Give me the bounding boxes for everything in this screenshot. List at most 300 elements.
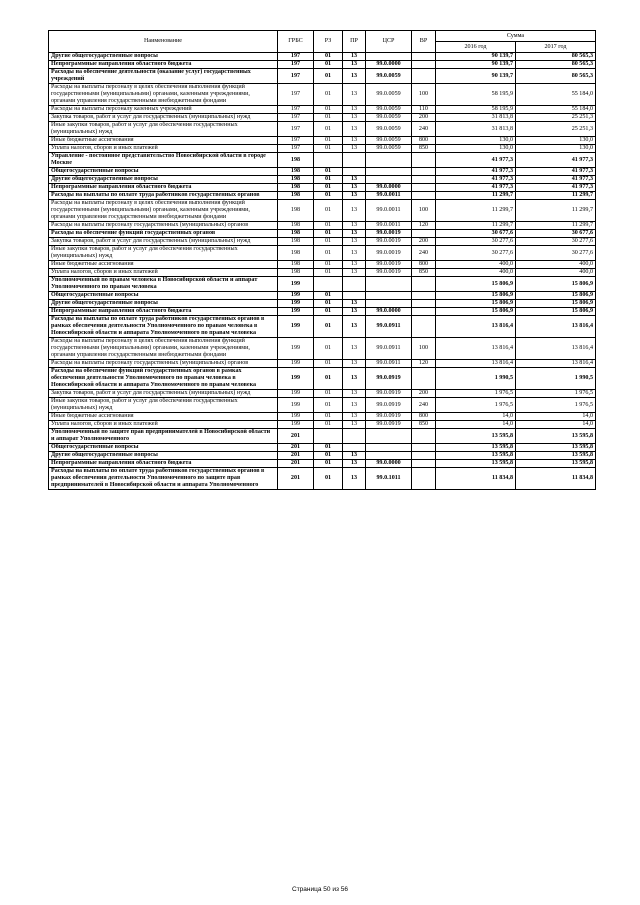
cell-rz bbox=[314, 153, 343, 168]
cell-2017: 41 977,3 bbox=[516, 176, 596, 184]
cell-name: Расходы на выплаты персоналу в целях обеспечения выполнения функций государственными (муниципальными) органами, казенными учреждениями, органами управления государственными внебюджетными фондами bbox=[49, 84, 278, 106]
cell-vr bbox=[412, 444, 436, 452]
cell-pr: 13 bbox=[343, 360, 366, 368]
cell-grbs: 198 bbox=[278, 176, 314, 184]
cell-2017: 11 299,7 bbox=[516, 222, 596, 230]
cell-csr bbox=[366, 176, 412, 184]
table-row bbox=[49, 106, 596, 114]
cell-pr: 13 bbox=[343, 269, 366, 277]
cell-name: Другие общегосударственные вопросы bbox=[49, 300, 278, 308]
cell-grbs: 198 bbox=[278, 222, 314, 230]
cell-csr bbox=[366, 444, 412, 452]
cell-2016: 13 595,8 bbox=[436, 444, 516, 452]
table-row bbox=[49, 421, 596, 429]
cell-grbs: 199 bbox=[278, 300, 314, 308]
cell-grbs: 198 bbox=[278, 269, 314, 277]
cell-pr: 13 bbox=[343, 69, 366, 84]
cell-pr: 13 bbox=[343, 230, 366, 238]
cell-2017: 80 565,3 bbox=[516, 69, 596, 84]
cell-vr bbox=[412, 230, 436, 238]
cell-vr bbox=[412, 153, 436, 168]
table-row bbox=[49, 53, 596, 61]
cell-rz: 01 bbox=[314, 200, 343, 222]
cell-2016: 14,0 bbox=[436, 413, 516, 421]
cell-2016: 90 139,7 bbox=[436, 61, 516, 69]
cell-pr: 13 bbox=[343, 246, 366, 261]
cell-2016: 31 813,8 bbox=[436, 122, 516, 137]
document-page bbox=[48, 30, 595, 490]
table-row bbox=[49, 200, 596, 222]
cell-csr: 99.0.0019 bbox=[366, 238, 412, 246]
cell-csr: 99.0.0911 bbox=[366, 360, 412, 368]
cell-name: Непрограммные направления областного бюджета bbox=[49, 184, 278, 192]
header-year-2016: 2016 год bbox=[436, 42, 516, 53]
cell-pr: 13 bbox=[343, 338, 366, 360]
cell-name: Уплата налогов, сборов и иных платежей bbox=[49, 421, 278, 429]
table-row bbox=[49, 230, 596, 238]
cell-vr: 100 bbox=[412, 84, 436, 106]
cell-grbs: 199 bbox=[278, 413, 314, 421]
cell-pr bbox=[343, 292, 366, 300]
cell-grbs: 199 bbox=[278, 398, 314, 413]
cell-rz: 01 bbox=[314, 145, 343, 153]
cell-grbs: 197 bbox=[278, 106, 314, 114]
cell-grbs: 199 bbox=[278, 277, 314, 292]
cell-pr: 13 bbox=[343, 390, 366, 398]
cell-rz: 01 bbox=[314, 292, 343, 300]
cell-rz: 01 bbox=[314, 338, 343, 360]
cell-rz: 01 bbox=[314, 222, 343, 230]
cell-2016: 15 806,9 bbox=[436, 277, 516, 292]
cell-pr: 13 bbox=[343, 200, 366, 222]
cell-2016: 130,0 bbox=[436, 145, 516, 153]
cell-pr: 13 bbox=[343, 421, 366, 429]
cell-csr bbox=[366, 277, 412, 292]
cell-2017: 13 595,8 bbox=[516, 460, 596, 468]
cell-csr: 99.0.0000 bbox=[366, 460, 412, 468]
cell-2017: 13 816,4 bbox=[516, 338, 596, 360]
table-row bbox=[49, 300, 596, 308]
header-sum: Сумма bbox=[436, 31, 596, 42]
cell-rz: 01 bbox=[314, 261, 343, 269]
cell-rz: 01 bbox=[314, 137, 343, 145]
cell-csr: 99.0.0019 bbox=[366, 261, 412, 269]
cell-pr bbox=[343, 153, 366, 168]
cell-vr bbox=[412, 300, 436, 308]
cell-2017: 15 806,9 bbox=[516, 308, 596, 316]
cell-pr: 13 bbox=[343, 308, 366, 316]
cell-rz: 01 bbox=[314, 308, 343, 316]
cell-csr: 99.0.0059 bbox=[366, 114, 412, 122]
cell-2017: 130,0 bbox=[516, 137, 596, 145]
cell-name: Уплата налогов, сборов и иных платежей bbox=[49, 269, 278, 277]
cell-rz: 01 bbox=[314, 61, 343, 69]
table-row bbox=[49, 122, 596, 137]
cell-grbs: 199 bbox=[278, 338, 314, 360]
cell-2016: 13 816,4 bbox=[436, 360, 516, 368]
cell-2016: 30 277,6 bbox=[436, 238, 516, 246]
table-row bbox=[49, 176, 596, 184]
cell-name: Закупка товаров, работ и услуг для государственных (муниципальных) нужд bbox=[49, 114, 278, 122]
cell-2017: 13 816,4 bbox=[516, 316, 596, 338]
table-row bbox=[49, 222, 596, 230]
cell-2017: 400,0 bbox=[516, 269, 596, 277]
cell-name: Иные бюджетные ассигнования bbox=[49, 261, 278, 269]
cell-2016: 11 834,8 bbox=[436, 468, 516, 490]
table-row bbox=[49, 444, 596, 452]
cell-grbs: 198 bbox=[278, 261, 314, 269]
cell-grbs: 199 bbox=[278, 308, 314, 316]
cell-vr: 850 bbox=[412, 269, 436, 277]
cell-name: Общегосударственные вопросы bbox=[49, 292, 278, 300]
cell-grbs: 198 bbox=[278, 192, 314, 200]
cell-2016: 15 806,9 bbox=[436, 300, 516, 308]
cell-csr: 99.0.0059 bbox=[366, 84, 412, 106]
cell-csr: 99.0.0911 bbox=[366, 316, 412, 338]
cell-pr: 13 bbox=[343, 238, 366, 246]
cell-pr: 13 bbox=[343, 176, 366, 184]
cell-2016: 41 977,3 bbox=[436, 153, 516, 168]
cell-rz: 01 bbox=[314, 368, 343, 390]
cell-2016: 13 816,4 bbox=[436, 338, 516, 360]
cell-csr: 99.0.0059 bbox=[366, 122, 412, 137]
cell-name: Расходы на обеспечение функций государственных органов bbox=[49, 230, 278, 238]
cell-name: Уполномоченный по защите прав предпринимателей в Новосибирской области и аппарат Уполномоченного bbox=[49, 429, 278, 444]
cell-2017: 400,0 bbox=[516, 261, 596, 269]
cell-2016: 400,0 bbox=[436, 269, 516, 277]
cell-rz: 01 bbox=[314, 316, 343, 338]
cell-grbs: 197 bbox=[278, 122, 314, 137]
cell-vr bbox=[412, 452, 436, 460]
cell-pr: 13 bbox=[343, 460, 366, 468]
cell-grbs: 198 bbox=[278, 246, 314, 261]
table-row bbox=[49, 452, 596, 460]
cell-2017: 1 990,5 bbox=[516, 368, 596, 390]
cell-vr: 240 bbox=[412, 122, 436, 137]
cell-vr: 850 bbox=[412, 145, 436, 153]
cell-csr: 99.0.0919 bbox=[366, 368, 412, 390]
cell-csr: 99.0.0059 bbox=[366, 69, 412, 84]
cell-csr: 99.0.0011 bbox=[366, 222, 412, 230]
cell-2017: 25 251,3 bbox=[516, 114, 596, 122]
cell-2016: 41 977,3 bbox=[436, 184, 516, 192]
cell-pr: 13 bbox=[343, 84, 366, 106]
cell-csr: 99.0.0019 bbox=[366, 230, 412, 238]
cell-grbs: 198 bbox=[278, 200, 314, 222]
cell-pr bbox=[343, 444, 366, 452]
cell-2016: 14,0 bbox=[436, 421, 516, 429]
cell-rz: 01 bbox=[314, 413, 343, 421]
cell-2016: 30 677,6 bbox=[436, 230, 516, 238]
cell-vr bbox=[412, 468, 436, 490]
cell-pr: 13 bbox=[343, 261, 366, 269]
cell-rz: 01 bbox=[314, 69, 343, 84]
table-row bbox=[49, 246, 596, 261]
cell-name: Расходы на выплаты персоналу государственных (муниципальных) органов bbox=[49, 222, 278, 230]
cell-2017: 14,0 bbox=[516, 421, 596, 429]
table-row bbox=[49, 137, 596, 145]
cell-2017: 30 277,6 bbox=[516, 246, 596, 261]
cell-name: Иные закупки товаров, работ и услуг для обеспечения государственных (муниципальных) нужд bbox=[49, 246, 278, 261]
cell-2016: 13 595,8 bbox=[436, 460, 516, 468]
cell-2016: 30 277,6 bbox=[436, 246, 516, 261]
cell-2017: 1 976,5 bbox=[516, 398, 596, 413]
cell-csr bbox=[366, 452, 412, 460]
cell-grbs: 198 bbox=[278, 184, 314, 192]
cell-rz: 01 bbox=[314, 106, 343, 114]
cell-vr: 100 bbox=[412, 200, 436, 222]
cell-2017: 41 977,3 bbox=[516, 184, 596, 192]
table-row bbox=[49, 238, 596, 246]
cell-name: Расходы на выплаты персоналу в целях обеспечения выполнения функций государственными (муниципальными) органами, казенными учреждениями, органами управления государственными внебюджетными фондами bbox=[49, 338, 278, 360]
cell-csr bbox=[366, 168, 412, 176]
cell-name: Другие общегосударственные вопросы bbox=[49, 53, 278, 61]
cell-2017: 30 277,6 bbox=[516, 238, 596, 246]
cell-2017: 80 565,3 bbox=[516, 53, 596, 61]
table-row bbox=[49, 145, 596, 153]
cell-grbs: 199 bbox=[278, 421, 314, 429]
cell-rz: 01 bbox=[314, 176, 343, 184]
cell-rz: 01 bbox=[314, 452, 343, 460]
cell-vr: 100 bbox=[412, 338, 436, 360]
cell-rz bbox=[314, 429, 343, 444]
table-row bbox=[49, 277, 596, 292]
table-row bbox=[49, 192, 596, 200]
cell-vr bbox=[412, 69, 436, 84]
cell-grbs: 197 bbox=[278, 137, 314, 145]
cell-rz: 01 bbox=[314, 84, 343, 106]
cell-grbs: 199 bbox=[278, 360, 314, 368]
table-row bbox=[49, 316, 596, 338]
cell-name: Расходы на обеспечение функций государственных органов в рамках обеспечения деятельности Уполномоченного по правам человека в Новосибирской области и аппарата Уполномоченного по правам человека bbox=[49, 368, 278, 390]
cell-grbs: 201 bbox=[278, 460, 314, 468]
table-row bbox=[49, 468, 596, 490]
table-row bbox=[49, 338, 596, 360]
cell-csr bbox=[366, 53, 412, 61]
cell-grbs: 201 bbox=[278, 429, 314, 444]
cell-name: Расходы на выплаты персоналу в целях обеспечения выполнения функций государственными (муниципальными) органами, казенными учреждениями, органами управления государственными внебюджетными фондами bbox=[49, 200, 278, 222]
cell-rz: 01 bbox=[314, 398, 343, 413]
budget-table bbox=[48, 30, 596, 490]
table-row bbox=[49, 184, 596, 192]
cell-vr bbox=[412, 184, 436, 192]
cell-pr bbox=[343, 168, 366, 176]
cell-grbs: 197 bbox=[278, 114, 314, 122]
cell-vr bbox=[412, 61, 436, 69]
header-vr: ВР bbox=[412, 31, 436, 53]
header-year-2017: 2017 год bbox=[516, 42, 596, 53]
cell-name: Расходы на выплаты по оплате труда работников государственных органов в рамках обеспечения деятельности Уполномоченного по правам человека в Новосибирской области и аппарата Уполномоченного по правам человека bbox=[49, 316, 278, 338]
cell-rz: 01 bbox=[314, 360, 343, 368]
cell-csr: 99.0.1011 bbox=[366, 468, 412, 490]
cell-name: Расходы на выплаты персоналу государственных (муниципальных) органов bbox=[49, 360, 278, 368]
cell-2016: 13 595,8 bbox=[436, 429, 516, 444]
table-row bbox=[49, 261, 596, 269]
table-body bbox=[49, 53, 596, 490]
cell-grbs: 199 bbox=[278, 316, 314, 338]
cell-csr: 99.0.0011 bbox=[366, 200, 412, 222]
cell-pr: 13 bbox=[343, 413, 366, 421]
cell-csr: 99.0.0011 bbox=[366, 192, 412, 200]
table-row bbox=[49, 69, 596, 84]
cell-2016: 13 595,8 bbox=[436, 452, 516, 460]
cell-rz: 01 bbox=[314, 122, 343, 137]
cell-grbs: 199 bbox=[278, 368, 314, 390]
cell-grbs: 197 bbox=[278, 145, 314, 153]
cell-2017: 41 977,3 bbox=[516, 168, 596, 176]
cell-rz: 01 bbox=[314, 421, 343, 429]
cell-2016: 90 139,7 bbox=[436, 53, 516, 61]
cell-name: Общегосударственные вопросы bbox=[49, 444, 278, 452]
cell-grbs: 197 bbox=[278, 61, 314, 69]
cell-vr: 800 bbox=[412, 261, 436, 269]
cell-pr: 13 bbox=[343, 114, 366, 122]
table-row bbox=[49, 114, 596, 122]
cell-rz: 01 bbox=[314, 238, 343, 246]
cell-grbs: 201 bbox=[278, 452, 314, 460]
cell-pr: 13 bbox=[343, 368, 366, 390]
cell-grbs: 197 bbox=[278, 84, 314, 106]
page-number: Страница 50 из 56 bbox=[292, 886, 348, 893]
cell-vr bbox=[412, 53, 436, 61]
cell-2017: 11 834,8 bbox=[516, 468, 596, 490]
cell-name: Другие общегосударственные вопросы bbox=[49, 176, 278, 184]
cell-csr bbox=[366, 300, 412, 308]
cell-rz: 01 bbox=[314, 168, 343, 176]
table-row bbox=[49, 84, 596, 106]
cell-name: Расходы на выплаты персоналу казенных учреждений bbox=[49, 106, 278, 114]
cell-2017: 130,0 bbox=[516, 145, 596, 153]
header-name: Наименование bbox=[49, 31, 278, 53]
cell-rz: 01 bbox=[314, 184, 343, 192]
cell-2017: 55 184,0 bbox=[516, 84, 596, 106]
cell-name: Непрограммные направления областного бюджета bbox=[49, 308, 278, 316]
cell-2016: 1 976,5 bbox=[436, 390, 516, 398]
cell-vr: 120 bbox=[412, 360, 436, 368]
cell-csr: 99.0.0000 bbox=[366, 184, 412, 192]
cell-vr: 200 bbox=[412, 238, 436, 246]
cell-vr bbox=[412, 176, 436, 184]
cell-vr bbox=[412, 168, 436, 176]
table-row bbox=[49, 413, 596, 421]
cell-csr bbox=[366, 292, 412, 300]
cell-2016: 15 806,9 bbox=[436, 308, 516, 316]
cell-rz: 01 bbox=[314, 468, 343, 490]
table-row bbox=[49, 168, 596, 176]
cell-csr: 99.0.0000 bbox=[366, 61, 412, 69]
header-csr: ЦСР bbox=[366, 31, 412, 53]
cell-2017: 13 595,8 bbox=[516, 444, 596, 452]
cell-2016: 400,0 bbox=[436, 261, 516, 269]
cell-csr: 99.0.0919 bbox=[366, 421, 412, 429]
cell-rz: 01 bbox=[314, 53, 343, 61]
cell-csr: 99.0.0059 bbox=[366, 106, 412, 114]
cell-pr: 13 bbox=[343, 106, 366, 114]
cell-2016: 41 977,3 bbox=[436, 176, 516, 184]
cell-csr bbox=[366, 429, 412, 444]
cell-name: Расходы на обеспечение деятельности (оказание услуг) государственных учреждений bbox=[49, 69, 278, 84]
cell-2016: 15 806,9 bbox=[436, 292, 516, 300]
cell-vr bbox=[412, 292, 436, 300]
cell-vr: 120 bbox=[412, 222, 436, 230]
header-grbs: ГРБС bbox=[278, 31, 314, 53]
cell-name: Расходы на выплаты по оплате труда работников государственных органов bbox=[49, 192, 278, 200]
cell-2016: 11 299,7 bbox=[436, 222, 516, 230]
table-row bbox=[49, 61, 596, 69]
cell-pr: 13 bbox=[343, 61, 366, 69]
cell-2016: 58 195,9 bbox=[436, 84, 516, 106]
table-row bbox=[49, 368, 596, 390]
cell-pr: 13 bbox=[343, 398, 366, 413]
cell-pr: 13 bbox=[343, 316, 366, 338]
cell-grbs: 198 bbox=[278, 153, 314, 168]
cell-pr: 13 bbox=[343, 300, 366, 308]
cell-pr bbox=[343, 429, 366, 444]
table-row bbox=[49, 292, 596, 300]
cell-name: Управление - постоянное представительство Новосибирской области в городе Москве bbox=[49, 153, 278, 168]
cell-vr: 240 bbox=[412, 246, 436, 261]
cell-name: Иные бюджетные ассигнования bbox=[49, 413, 278, 421]
cell-name: Непрограммные направления областного бюджета bbox=[49, 61, 278, 69]
cell-name: Иные бюджетные ассигнования bbox=[49, 137, 278, 145]
table-row bbox=[49, 390, 596, 398]
cell-name: Уполномоченный по правам человека в Новосибирской области и аппарат Уполномоченного по правам человека bbox=[49, 277, 278, 292]
cell-rz: 01 bbox=[314, 269, 343, 277]
cell-2016: 130,0 bbox=[436, 137, 516, 145]
cell-vr: 800 bbox=[412, 413, 436, 421]
cell-grbs: 201 bbox=[278, 468, 314, 490]
cell-2016: 58 195,9 bbox=[436, 106, 516, 114]
cell-rz: 01 bbox=[314, 444, 343, 452]
header-rz: РЗ bbox=[314, 31, 343, 53]
cell-csr: 99.0.0911 bbox=[366, 338, 412, 360]
cell-2017: 15 806,9 bbox=[516, 300, 596, 308]
cell-pr: 13 bbox=[343, 222, 366, 230]
cell-2017: 41 977,3 bbox=[516, 153, 596, 168]
cell-vr: 200 bbox=[412, 114, 436, 122]
cell-2017: 14,0 bbox=[516, 413, 596, 421]
cell-name: Уплата налогов, сборов и иных платежей bbox=[49, 145, 278, 153]
cell-2017: 13 595,8 bbox=[516, 429, 596, 444]
cell-csr: 99.0.0919 bbox=[366, 398, 412, 413]
cell-2017: 13 816,4 bbox=[516, 360, 596, 368]
cell-csr: 99.0.0919 bbox=[366, 390, 412, 398]
cell-csr: 99.0.0019 bbox=[366, 269, 412, 277]
cell-pr: 13 bbox=[343, 468, 366, 490]
cell-name: Другие общегосударственные вопросы bbox=[49, 452, 278, 460]
cell-csr: 99.0.0000 bbox=[366, 308, 412, 316]
cell-vr bbox=[412, 429, 436, 444]
cell-pr: 13 bbox=[343, 122, 366, 137]
cell-name: Непрограммные направления областного бюджета bbox=[49, 460, 278, 468]
cell-rz bbox=[314, 277, 343, 292]
cell-csr bbox=[366, 153, 412, 168]
cell-vr bbox=[412, 460, 436, 468]
cell-2016: 13 816,4 bbox=[436, 316, 516, 338]
cell-vr bbox=[412, 277, 436, 292]
cell-grbs: 199 bbox=[278, 292, 314, 300]
table-row bbox=[49, 429, 596, 444]
cell-csr: 99.0.0919 bbox=[366, 413, 412, 421]
cell-grbs: 201 bbox=[278, 444, 314, 452]
cell-2017: 80 565,3 bbox=[516, 61, 596, 69]
table-row bbox=[49, 153, 596, 168]
cell-pr: 13 bbox=[343, 145, 366, 153]
table-row bbox=[49, 269, 596, 277]
cell-rz: 01 bbox=[314, 246, 343, 261]
cell-grbs: 197 bbox=[278, 69, 314, 84]
cell-pr: 13 bbox=[343, 184, 366, 192]
